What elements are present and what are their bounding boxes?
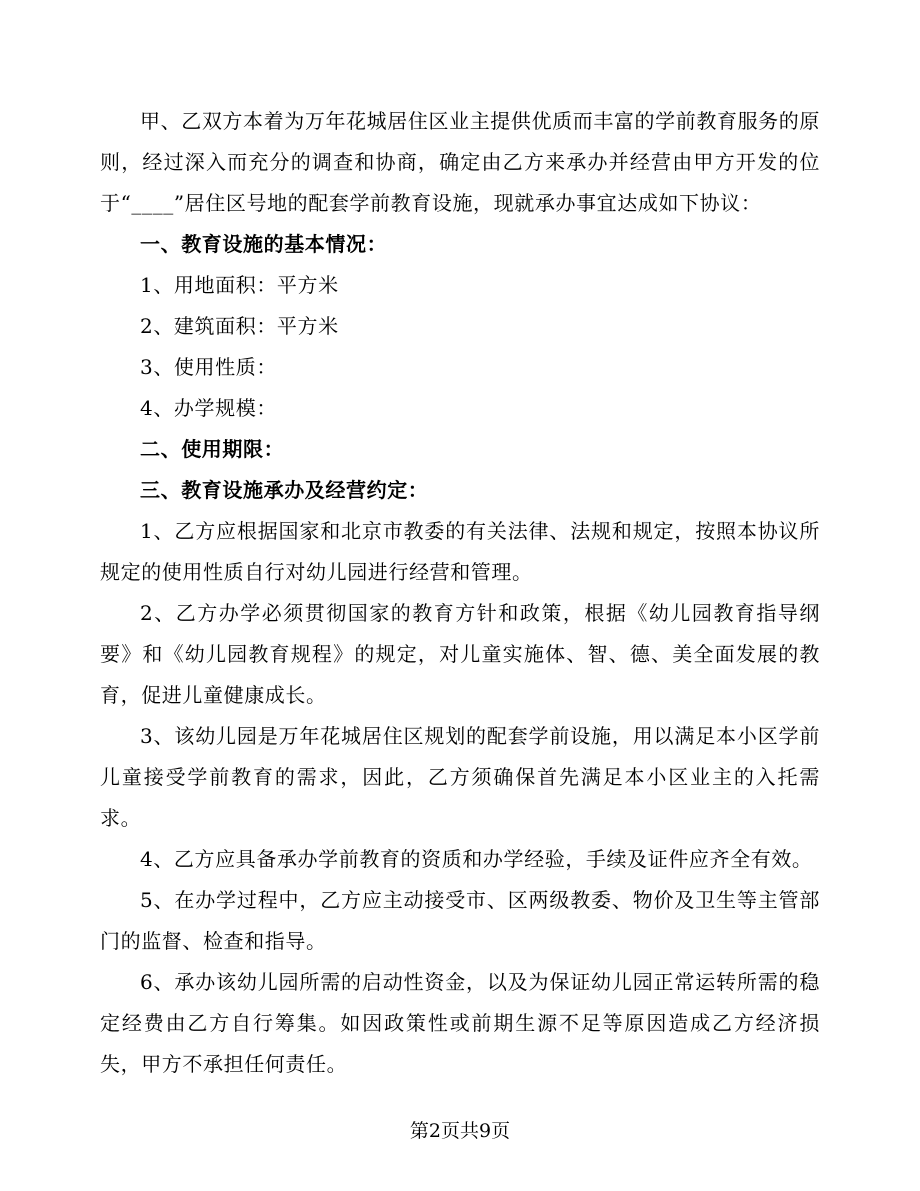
clause-3: 3、该幼儿园是万年花城居住区规划的配套学前设施，用以满足本小区学前儿童接受学前教育的需求，因此，乙方须确保首先满足本小区业主的入托需求。 [100, 724, 820, 830]
section-heading-basic-info: 一、教育设施的基本情况： [140, 232, 388, 256]
paragraph-intro: 甲、乙双方本着为万年花城居住区业主提供优质而丰富的学前教育服务的原则，经过深入而充分的调查和协商，确定由乙方来承办并经营由甲方开发的位于“____”居住区号地的配套学前教育设施，现就承办事宜达成如下协议： [100, 109, 820, 215]
item-building-area: 2、建筑面积：平方米 [140, 314, 339, 338]
clause-2: 2、乙方办学必须贯彻国家的教育方针和政策，根据《幼儿园教育指导纲要》和《幼儿园教育规程》的规定，对儿童实施体、智、德、美全面发展的教育，促进儿童健康成长。 [100, 601, 820, 707]
section-heading-usage-period: 二、使用期限： [140, 437, 285, 461]
clause-1: 1、乙方应根据国家和北京市教委的有关法律、法规和规定，按照本协议所规定的使用性质自行对幼儿园进行经营和管理。 [100, 519, 820, 584]
clause-6: 6、承办该幼儿园所需的启动性资金，以及为保证幼儿园正常运转所需的稳定经费由乙方自行筹集。如因政策性或前期生源不足等原因造成乙方经济损失，甲方不承担任何责任。 [100, 970, 820, 1076]
clause-4: 4、乙方应具备承办学前教育的资质和办学经验，手续及证件应齐全有效。 [140, 847, 813, 871]
section-heading-operation-agreement: 三、教育设施承办及经营约定： [140, 478, 429, 502]
page-number-footer: 第2页共9页 [409, 1120, 511, 1142]
item-land-area: 1、用地面积：平方米 [140, 273, 339, 297]
item-usage-nature: 3、使用性质： [140, 355, 277, 379]
document-body [100, 101, 820, 1085]
clause-5: 5、在办学过程中，乙方应主动接受市、区两级教委、物价及卫生等主管部门的监督、检查和指导。 [100, 888, 820, 953]
item-school-scale: 4、办学规模： [140, 396, 277, 420]
